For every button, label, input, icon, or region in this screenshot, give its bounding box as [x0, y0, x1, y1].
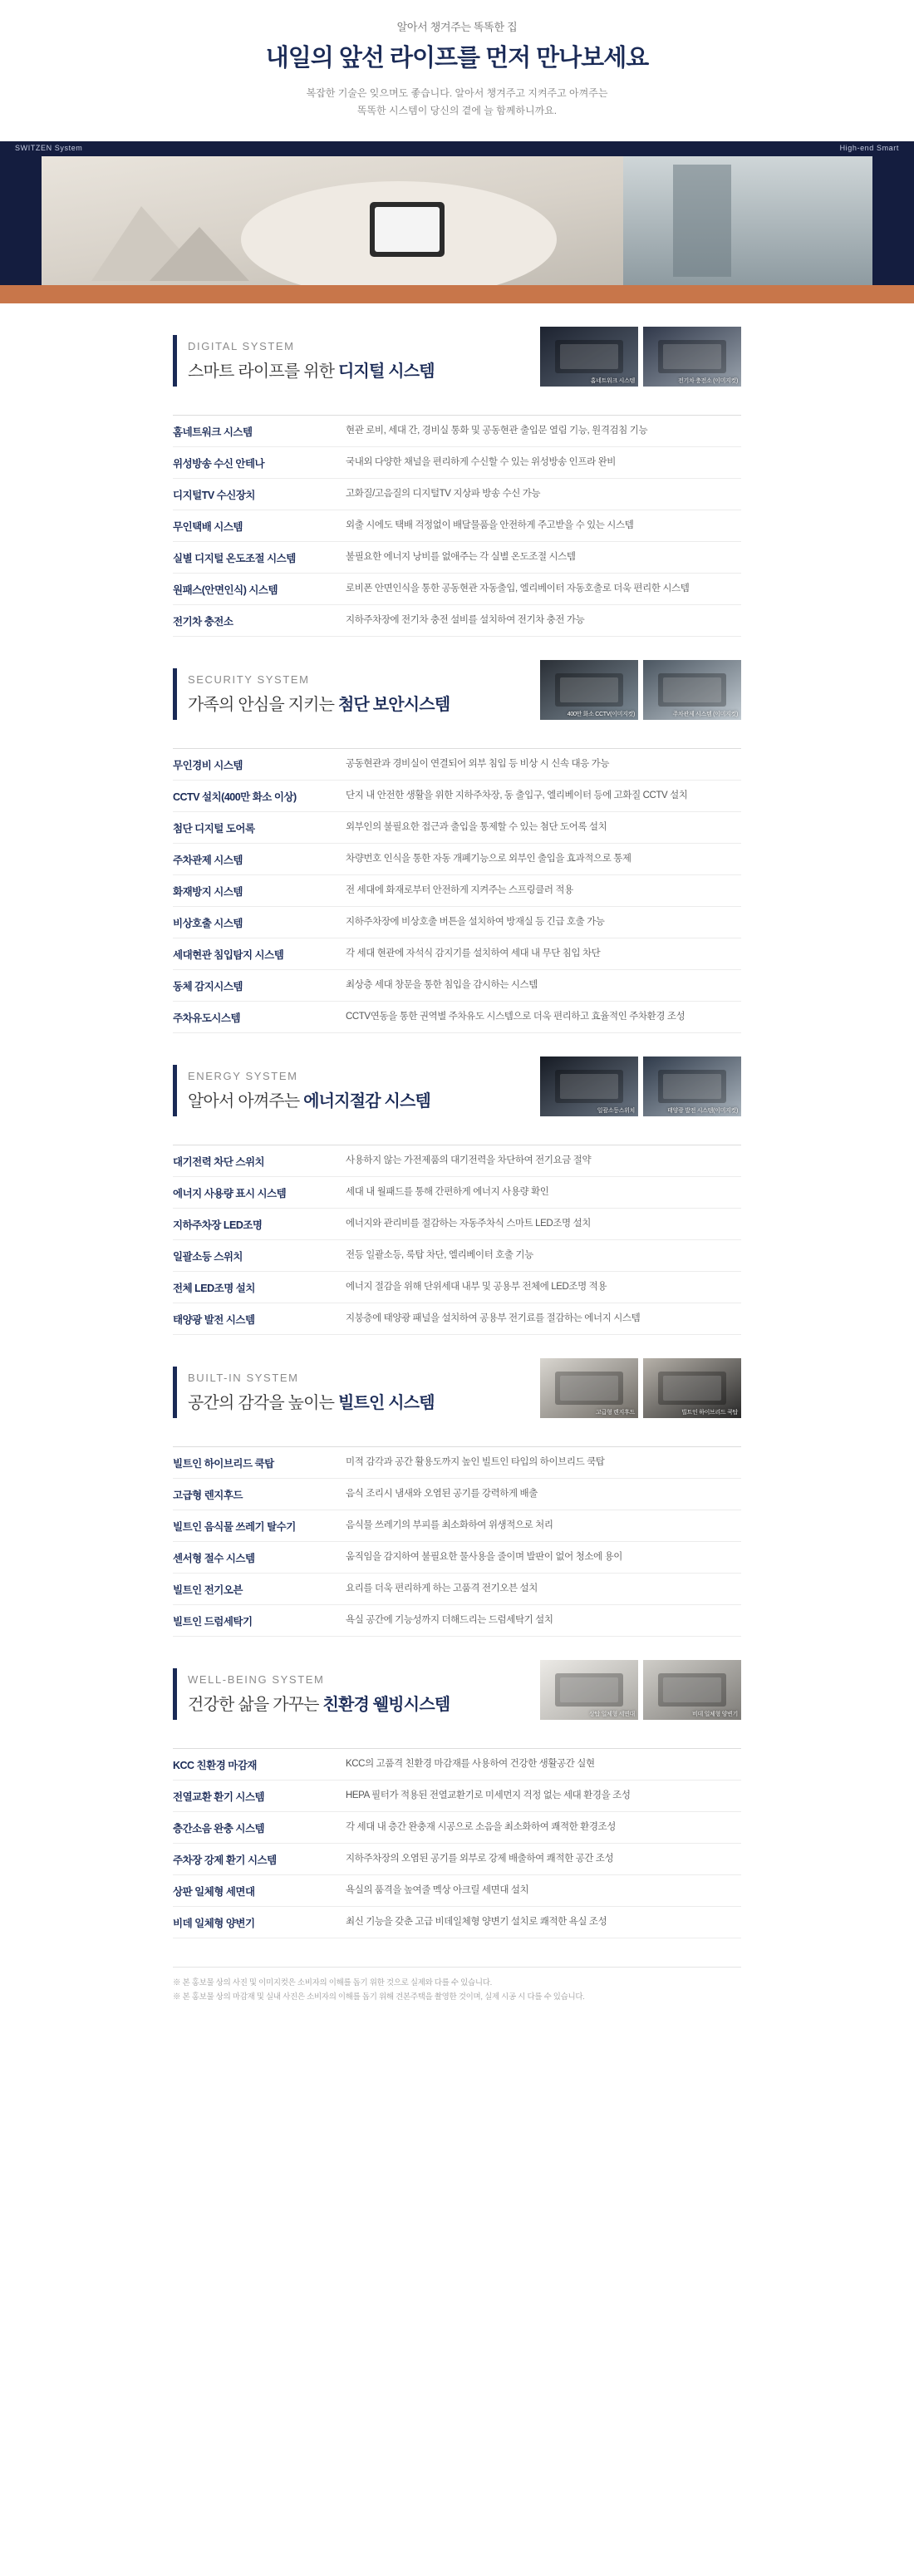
section-title-block — [173, 1367, 522, 1418]
section-title-en: WELL-BEING SYSTEM — [188, 1673, 325, 1686]
hero-subtitle-line1: 복잡한 기술은 잊으며도 좋습니다. 알아서 챙겨주고 지켜주고 아껴주는 — [306, 87, 608, 99]
hero-subtitle-line2: 똑똑한 시스템이 당신의 곁에 늘 함께하니까요. — [356, 105, 558, 116]
spec-description: 고화질/고음질의 디지털TV 지상파 방송 수신 가능 — [346, 489, 541, 499]
spec-table — [173, 415, 741, 637]
section-title-ko — [188, 1691, 450, 1715]
section-header — [0, 1367, 914, 1430]
section-title-en: BUILT-IN SYSTEM — [188, 1372, 299, 1384]
spec-name: 빌트인 하이브리드 쿡탑 — [173, 1458, 274, 1470]
section-thumbnails — [540, 660, 741, 720]
section-title-ko-strong: 친환경 웰빙시스템 — [322, 1696, 450, 1714]
spec-description: 각 세대 현관에 자석식 감지기를 설치하여 세대 내 무단 침입 차단 — [346, 948, 601, 958]
section-titles — [188, 668, 450, 720]
thumb-home-network — [540, 327, 638, 387]
table-row — [173, 875, 741, 907]
table-row — [173, 938, 741, 970]
table-row — [173, 907, 741, 938]
spec-name: 빌트인 전기오븐 — [173, 1584, 243, 1596]
thumb-parking-control — [643, 660, 741, 720]
spec-table — [173, 1748, 741, 1938]
spec-description: CCTV연동을 통한 권역별 주차유도 시스템으로 더욱 편리하고 효율적인 주차환경 조성 — [346, 1012, 686, 1022]
hero-subtitle — [0, 85, 914, 120]
spec-name: 디지털TV 수신장치 — [173, 490, 255, 501]
section-header — [0, 335, 914, 398]
thumb-light-switch — [540, 1057, 638, 1116]
spec-description: 로비폰 안면인식을 통한 공동현관 자동출입, 엘리베이터 자동호출로 더욱 편리한 시스템 — [346, 584, 690, 594]
section-title-ko-strong: 첨단 보안시스템 — [337, 696, 450, 714]
table-row — [173, 970, 741, 1002]
table-row — [173, 574, 741, 605]
thumbnail-caption: 상탑 일체형 세면대 — [589, 1712, 635, 1717]
brand-banner — [0, 141, 914, 156]
section-title-block — [173, 1668, 522, 1720]
table-row — [173, 1574, 741, 1605]
table-row — [173, 844, 741, 875]
section-built-in-system — [0, 1367, 914, 1637]
section-titles — [188, 1668, 450, 1720]
spec-description: 외출 시에도 택배 걱정없이 배달물품을 안전하게 주고받을 수 있는 시스템 — [346, 520, 634, 530]
spec-description: 전 세대에 화재로부터 안전하게 지켜주는 스프링클러 적용 — [346, 885, 573, 895]
spec-table — [173, 748, 741, 1033]
section-title-ko — [188, 1389, 435, 1413]
footnote: ※ 본 홍보물 상의 사진 및 이미지컷은 소비자의 이해를 돕기 위한 것으로 실제와 다를 수 있습니다. — [173, 1978, 492, 1987]
thumbnail-caption: 태양광 발전 시스템(이미지컷) — [667, 1108, 738, 1114]
spec-description: 요리를 더욱 편리하게 하는 고품격 전기오븐 설치 — [346, 1584, 538, 1593]
table-row — [173, 1907, 741, 1938]
section-accent-bar — [173, 335, 177, 387]
spec-name: KCC 친환경 마감재 — [173, 1760, 257, 1771]
table-row — [173, 447, 741, 479]
spec-description: 차량번호 인식을 통한 자동 개폐기능으로 외부인 출입을 효과적으로 통제 — [346, 854, 631, 864]
table-row — [173, 1510, 741, 1542]
page-title: 내일의 앞선 라이프를 먼저 만나보세요 — [265, 45, 649, 71]
hero-band — [0, 156, 914, 285]
section-title-ko — [188, 691, 450, 715]
section-accent-bar — [173, 1065, 177, 1116]
spec-table — [173, 1446, 741, 1637]
brand-banner-right: High-end Smart — [839, 144, 899, 152]
section-title-ko-prefix: 알아서 아껴주는 — [188, 1092, 304, 1111]
section-title-ko-strong: 디지털 시스템 — [337, 362, 435, 381]
table-row — [173, 1002, 741, 1033]
table-row — [173, 781, 741, 812]
section-thumbnails — [540, 1358, 741, 1418]
table-row — [173, 1272, 741, 1303]
spec-description: 움직임을 감지하여 불필요한 물사용을 줄이며 발판이 없어 청소에 용이 — [346, 1552, 622, 1562]
section-title-block — [173, 335, 522, 387]
spec-name: 고급형 렌지후드 — [173, 1490, 243, 1501]
spec-name: 비상호출 시스템 — [173, 918, 243, 929]
table-row — [173, 1781, 741, 1812]
spec-description: 지하주차장에 비상호출 버튼을 설치하여 방재실 등 긴급 호출 가능 — [346, 917, 605, 927]
table-row — [173, 1875, 741, 1907]
spec-name: 상판 일체형 세면대 — [173, 1886, 255, 1898]
spec-name: 무인택배 시스템 — [173, 521, 243, 533]
spec-name: 원패스(안면인식) 시스템 — [173, 584, 278, 596]
table-row — [173, 1479, 741, 1510]
section-header — [0, 1668, 914, 1731]
spec-description: 불필요한 에너지 낭비를 없애주는 각 실별 온도조절 시스템 — [346, 552, 576, 562]
spec-name: 주차유도시스템 — [173, 1012, 241, 1024]
section-title-ko-prefix: 가족의 안심을 지키는 — [188, 696, 338, 714]
spec-description: KCC의 고품격 친환경 마감재를 사용하여 건강한 생활공간 실현 — [346, 1759, 595, 1769]
spec-description: 최신 기능을 갖춘 고급 비데일체형 양변기 설치로 쾌적한 욕실 조성 — [346, 1917, 607, 1927]
thumbnail-caption: 전기차 충전소 (이미지컷) — [678, 378, 738, 384]
spec-description: 세대 내 월패드를 통해 간편하게 에너지 사용량 확인 — [346, 1187, 549, 1197]
section-title-ko — [188, 357, 435, 382]
spec-name: 위성방송 수신 안테나 — [173, 458, 265, 470]
spec-name: 일괄소등 스위치 — [173, 1251, 243, 1263]
table-row — [173, 749, 741, 781]
section-thumbnails — [540, 327, 741, 387]
section-digital-system — [0, 335, 914, 637]
thumb-cooktop — [643, 1358, 741, 1418]
table-row — [173, 1749, 741, 1781]
section-title-ko-prefix: 스마트 라이프를 위한 — [188, 362, 338, 381]
thumbnail-caption: 고급형 렌지후드 — [596, 1410, 635, 1416]
spec-description: 미적 감각과 공간 활용도까지 높인 빌트인 타입의 하이브리드 쿡탑 — [346, 1457, 605, 1467]
spec-description: 외부인의 불필요한 접근과 출입을 통제할 수 있는 첨단 도어록 설치 — [346, 822, 607, 832]
spec-description: 지하주차장에 전기차 충전 설비를 설치하여 전기차 충전 가능 — [346, 615, 585, 625]
thumbnail-caption: 빌트인 하이브리드 쿡탑 — [681, 1410, 738, 1416]
spec-name: 대기전력 차단 스위치 — [173, 1156, 265, 1168]
spec-name: 센서형 절수 시스템 — [173, 1553, 255, 1564]
section-thumbnails — [540, 1057, 741, 1116]
spec-name: 층간소음 완충 시스템 — [173, 1823, 265, 1835]
thumbnail-caption: 400만 화소 CCTV(이미지컷) — [567, 712, 635, 717]
table-row — [173, 1240, 741, 1272]
table-row — [173, 1177, 741, 1209]
section-accent-bar — [173, 1367, 177, 1418]
spec-description: 단지 내 안전한 생활을 위한 지하주차장, 동 출입구, 엘리베이터 등에 고화질 CCTV 설치 — [346, 791, 688, 800]
table-row — [173, 605, 741, 637]
section-title-ko-strong: 에너지절감 시스템 — [303, 1092, 431, 1111]
thumbnail-caption: 홈네트워크 시스템 — [590, 378, 635, 384]
section-titles — [188, 1367, 435, 1418]
section-thumbnails — [540, 1660, 741, 1720]
spec-description: 에너지와 관리비를 절감하는 자동주차식 스마트 LED조명 설치 — [346, 1219, 591, 1229]
thumb-solar — [643, 1057, 741, 1116]
thumb-cctv — [540, 660, 638, 720]
spec-name: 실별 디지털 온도조절 시스템 — [173, 553, 296, 564]
table-row — [173, 510, 741, 542]
thumb-toilet — [643, 1660, 741, 1720]
spec-name: 세대현관 침입탐지 시스템 — [173, 949, 284, 961]
accent-bar — [0, 285, 914, 303]
brand-banner-left: SWITZEN System — [15, 144, 83, 152]
spec-description: 최상층 세대 창문을 통한 침입을 감시하는 시스템 — [346, 980, 538, 990]
spec-description: HEPA 필터가 적용된 전열교환기로 미세먼지 걱정 없는 세대 환경을 조성 — [346, 1790, 631, 1800]
spec-description: 욕실 공간에 기능성까지 더해드리는 드럼세탁기 설치 — [346, 1615, 553, 1625]
section-security-system — [0, 668, 914, 1033]
hero-eyebrow: 알아서 챙겨주는 똑똑한 집 — [396, 21, 518, 33]
spec-description: 사용하지 않는 가전제품의 대기전력을 차단하여 전기요금 절약 — [346, 1155, 592, 1165]
spec-description: 음식물 쓰레기의 부피를 최소화하여 위생적으로 처리 — [346, 1520, 553, 1530]
thumb-range-hood — [540, 1358, 638, 1418]
section-well-being-system — [0, 1668, 914, 1938]
table-row — [173, 1812, 741, 1844]
spec-name: 전기차 충전소 — [173, 616, 233, 628]
thumbnail-caption: 주차관제 시스템 (이미지컷) — [672, 712, 738, 717]
spec-name: 전체 LED조명 설치 — [173, 1283, 255, 1294]
spec-name: 동체 감지시스템 — [173, 981, 243, 992]
spec-name: 비데 일체형 양변기 — [173, 1918, 255, 1929]
section-titles — [188, 335, 435, 387]
spec-description: 지붕층에 태양광 패널을 설치하여 공용부 전기료를 절감하는 에너지 시스템 — [346, 1313, 641, 1323]
thumb-washbasin — [540, 1660, 638, 1720]
footnote: ※ 본 홍보물 상의 마감재 및 실내 사진은 소비자의 이해를 돕기 위해 견본주택을 촬영한 것이며, 실제 시공 시 다를 수 있습니다. — [173, 1992, 585, 2002]
spec-name: 화재방지 시스템 — [173, 886, 243, 898]
section-accent-bar — [173, 1668, 177, 1720]
spec-description: 욕실의 품격을 높여줄 멕상 아크릴 세면대 설치 — [346, 1885, 529, 1895]
table-row — [173, 1844, 741, 1875]
section-title-block — [173, 668, 522, 720]
section-title-en: ENERGY SYSTEM — [188, 1070, 298, 1082]
spec-table — [173, 1145, 741, 1335]
spec-description: 음식 조리시 냄새와 오염된 공기를 강력하게 배출 — [346, 1489, 538, 1499]
section-title-block — [173, 1065, 522, 1116]
spec-description: 지하주차장의 오염된 공기를 외부로 강제 배출하여 쾌적한 공간 조성 — [346, 1854, 614, 1864]
table-row — [173, 812, 741, 844]
spec-name: 지하주차장 LED조명 — [173, 1219, 263, 1231]
spec-description: 에너지 절감을 위해 단위세대 내부 및 공용부 전체에 LED조명 적용 — [346, 1282, 607, 1292]
section-energy-system — [0, 1065, 914, 1335]
spec-description: 국내외 다양한 채널을 편리하게 수신할 수 있는 위성방송 인프라 완비 — [346, 457, 617, 467]
section-header — [0, 668, 914, 731]
table-row — [173, 1542, 741, 1574]
section-title-ko-prefix: 공간의 감각을 높이는 — [188, 1394, 338, 1412]
section-title-en: SECURITY SYSTEM — [188, 673, 310, 686]
spec-name: 태양광 발전 시스템 — [173, 1314, 255, 1326]
table-row — [173, 1447, 741, 1479]
spec-name: 빌트인 드럼세탁기 — [173, 1616, 253, 1628]
spec-description: 공동현관과 경비실이 연결되어 외부 침입 등 비상 시 신속 대응 가능 — [346, 759, 610, 769]
spec-description: 현관 로비, 세대 간, 경비실 통화 및 공동현관 출입문 열림 기능, 원격검침 기능 — [346, 426, 648, 436]
spec-name: 첨단 디지털 도어록 — [173, 823, 255, 835]
table-row — [173, 416, 741, 447]
section-title-ko — [188, 1087, 430, 1111]
spec-name: 에너지 사용량 표시 시스템 — [173, 1188, 287, 1199]
table-row — [173, 479, 741, 510]
spec-name: 홈네트워크 시스템 — [173, 426, 253, 438]
section-title-ko-strong: 빌트인 시스템 — [337, 1394, 435, 1412]
thumb-ev-charger — [643, 327, 741, 387]
section-header — [0, 1065, 914, 1128]
hero-photo — [42, 156, 872, 285]
spec-name: 주차장 강제 환기 시스템 — [173, 1854, 277, 1866]
spec-description: 각 세대 내 층간 완충재 시공으로 소음을 최소화하여 쾌적한 환경조성 — [346, 1822, 617, 1832]
spec-name: CCTV 설치(400만 화소 이상) — [173, 791, 297, 803]
section-title-en: DIGITAL SYSTEM — [188, 340, 295, 352]
table-row — [173, 1303, 741, 1335]
thumbnail-caption: 비데 일체형 양변기 — [692, 1712, 738, 1717]
section-titles — [188, 1065, 430, 1116]
sections-container — [0, 335, 914, 1938]
spec-name: 전열교환 환기 시스템 — [173, 1791, 265, 1803]
footnotes — [173, 1967, 741, 2002]
thumbnail-caption: 일괄소등스위치 — [597, 1108, 635, 1114]
hero-header — [0, 0, 914, 141]
hero-photo-image — [42, 156, 872, 285]
spec-name: 빌트인 음식물 쓰레기 탈수기 — [173, 1521, 296, 1533]
spec-name: 주차관제 시스템 — [173, 855, 243, 866]
section-title-ko-prefix: 건강한 삶을 가꾸는 — [188, 1696, 323, 1714]
table-row — [173, 1605, 741, 1637]
table-row — [173, 1209, 741, 1240]
table-row — [173, 1145, 741, 1177]
table-row — [173, 542, 741, 574]
section-accent-bar — [173, 668, 177, 720]
spec-description: 전등 일괄소등, 룩탑 차단, 엘리베이터 호출 기능 — [346, 1250, 533, 1260]
spec-name: 무인경비 시스템 — [173, 760, 243, 771]
